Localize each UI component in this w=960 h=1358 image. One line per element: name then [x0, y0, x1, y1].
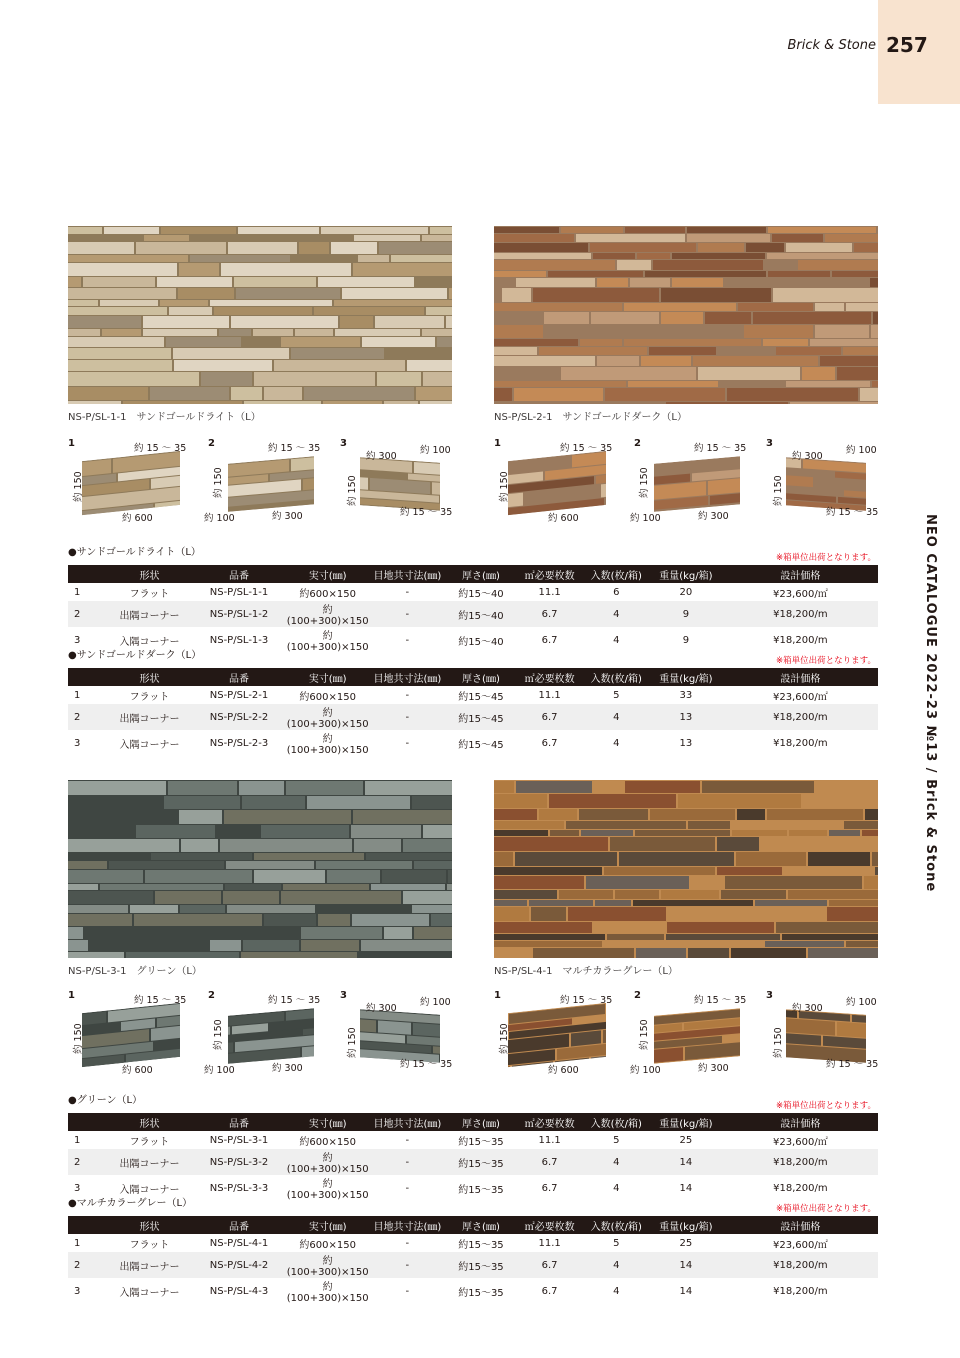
table-cell: ¥23,600/㎡ — [772, 588, 828, 600]
table-cell: 14 — [649, 1149, 723, 1175]
table-cell: 5 — [613, 689, 620, 701]
table-cell: 出隅コーナー — [108, 704, 191, 730]
dimension-label: 約 100 — [846, 997, 877, 1008]
table-cell: 20 — [679, 586, 693, 598]
table-cell: - — [405, 586, 410, 598]
column-header: 品番 — [191, 1113, 286, 1131]
table-cell: 約15～35 — [458, 1136, 504, 1148]
spec-table-header — [68, 1216, 878, 1234]
spec-section-title: ●サンドゴールドダーク（L） — [68, 650, 202, 661]
dimension-label: 約 150 — [73, 1023, 84, 1054]
column-header: 形状 — [108, 668, 191, 686]
table-cell: フラット — [129, 1239, 170, 1251]
table-cell: NS-P/SL-3-3 — [209, 1182, 269, 1194]
spec-section-title: ●サンドゴールドライト（L） — [68, 547, 201, 558]
table-cell: 約15～35 — [458, 1239, 504, 1251]
dimension-label: 約 150 — [639, 467, 650, 498]
table-cell: NS-P/SL-1-2 — [191, 601, 286, 627]
table-cell: 6.7 — [541, 1182, 558, 1194]
column-header: 品番 — [191, 565, 286, 583]
column-header: 厚さ(㎜) — [446, 1216, 516, 1234]
table-cell: ¥18,200/m — [723, 1149, 878, 1175]
table-cell: 4 — [583, 704, 649, 730]
column-header: 厚さ(㎜) — [446, 668, 516, 686]
dimension-label: 約 150 — [499, 471, 510, 502]
variant-number: 1 — [494, 990, 501, 1001]
table-cell: ¥23,600/㎡ — [772, 691, 828, 703]
dimension-label: 約 600 — [122, 1065, 153, 1076]
column-header: 重量(kg/箱) — [649, 1113, 723, 1131]
dimension-label: 約 15 ～ 35 — [134, 995, 187, 1006]
table-cell: 1 — [74, 1237, 81, 1249]
table-cell: 約15～40 — [458, 588, 504, 600]
dimension-label: 約 100 — [846, 445, 877, 456]
table-cell: 1 — [74, 586, 81, 598]
table-cell: 約(100+300)×150 — [287, 601, 369, 627]
table-row — [68, 1234, 878, 1252]
table-cell: 約15～35 — [446, 1252, 516, 1278]
table-cell: 出隅コーナー — [108, 601, 191, 627]
variant-stone-image — [508, 451, 606, 515]
column-header: 設計価格 — [723, 565, 878, 583]
table-cell: - — [369, 704, 447, 730]
table-cell: 13 — [679, 737, 693, 749]
table-cell: 約600×150 — [299, 1239, 356, 1251]
column-header: 厚さ(㎜) — [446, 1113, 516, 1131]
column-header: 目地共寸法(㎜) — [369, 668, 447, 686]
table-cell: NS-P/SL-2-1 — [209, 689, 269, 701]
dimension-label: 約 15 ～ 35 — [694, 443, 747, 454]
table-cell: フラット — [129, 588, 170, 600]
table-cell: 14 — [679, 1182, 693, 1194]
dimension-label: 約 300 — [366, 1003, 397, 1014]
column-header — [68, 1113, 108, 1131]
dimension-label: 約 15 ～ 35 — [560, 443, 613, 454]
table-cell: - — [369, 1252, 447, 1278]
table-cell: 約15～45 — [458, 739, 504, 751]
table-cell: 約15～35 — [446, 1149, 516, 1175]
table-cell: 約15～45 — [458, 691, 504, 703]
shipping-note: ※箱単位出荷となります。 — [776, 656, 876, 666]
spec-table — [68, 1113, 878, 1201]
table-cell: 6 — [613, 586, 620, 598]
table-cell: 約15～35 — [458, 1287, 504, 1299]
table-cell: - — [405, 1182, 410, 1194]
table-cell: NS-P/SL-3-1 — [209, 1134, 269, 1146]
dimension-label: 約 150 — [347, 1027, 358, 1058]
table-cell: ¥18,200/m — [773, 634, 828, 646]
table-cell: 約(100+300)×150 — [287, 704, 369, 730]
table-row — [68, 1149, 878, 1175]
spec-table — [68, 565, 878, 653]
table-cell: 入隅コーナー — [119, 739, 180, 751]
stone-photo — [68, 226, 452, 404]
column-header: 実寸(㎜) — [287, 1216, 369, 1234]
column-header: 重量(kg/箱) — [649, 1216, 723, 1234]
spec-table — [68, 1216, 878, 1304]
dimension-label: 約 150 — [73, 471, 84, 502]
dimension-label: 約 15 ～ 35 — [560, 995, 613, 1006]
table-cell: 入隅コーナー — [119, 1287, 180, 1299]
table-cell: - — [369, 1149, 447, 1175]
column-header: 形状 — [108, 1113, 191, 1131]
table-cell: 1 — [74, 689, 81, 701]
dimension-label: 約 15 ～ 35 — [826, 507, 879, 518]
table-cell: 9 — [682, 634, 690, 646]
table-cell: ¥23,600/㎡ — [772, 1136, 828, 1148]
table-cell: 約(100+300)×150 — [287, 1149, 369, 1175]
table-cell: 入隅コーナー — [119, 1184, 180, 1196]
column-header — [68, 1216, 108, 1234]
dimension-label: 約 100 — [204, 513, 235, 524]
table-cell: - — [369, 601, 447, 627]
table-row — [68, 583, 878, 601]
variant-stone-image — [508, 1003, 606, 1067]
table-row — [68, 730, 878, 756]
dimension-label: 約 150 — [773, 1027, 784, 1058]
column-header: 目地共寸法(㎜) — [369, 1216, 447, 1234]
shipping-note: ※箱単位出荷となります。 — [776, 553, 876, 563]
table-cell: 入隅コーナー — [119, 636, 180, 648]
table-cell: 約(100+300)×150 — [286, 734, 369, 756]
variant-number: 1 — [68, 438, 75, 449]
table-cell: 13 — [649, 704, 723, 730]
table-cell: 4 — [613, 634, 620, 646]
table-cell: - — [405, 1237, 410, 1249]
dimension-label: 約 150 — [499, 1023, 510, 1054]
dimension-label: 約 600 — [548, 513, 579, 524]
column-header: 入数(枚/箱) — [583, 1216, 649, 1234]
variant-number: 3 — [766, 438, 773, 449]
variant-number: 1 — [494, 438, 501, 449]
column-header: 入数(枚/箱) — [583, 565, 649, 583]
column-header: ㎡必要枚数 — [516, 668, 584, 686]
table-cell: フラット — [129, 691, 170, 703]
table-cell: 6.7 — [541, 737, 558, 749]
column-header: 形状 — [108, 565, 191, 583]
table-cell: NS-P/SL-1-1 — [209, 586, 269, 598]
dimension-label: 約 150 — [347, 475, 358, 506]
table-cell: 3 — [74, 737, 81, 749]
dimension-label: 約 300 — [792, 1003, 823, 1014]
table-cell: - — [405, 689, 410, 701]
column-header: 目地共寸法(㎜) — [369, 565, 447, 583]
table-row — [68, 686, 878, 704]
table-cell: ¥18,200/m — [723, 704, 878, 730]
table-cell: 約15～40 — [446, 601, 516, 627]
table-cell: 4 — [613, 737, 620, 749]
stone-photo — [494, 780, 878, 958]
table-cell: 2 — [68, 704, 108, 730]
column-header: ㎡必要枚数 — [516, 1113, 584, 1131]
dimension-label: 約 100 — [420, 445, 451, 456]
table-cell: 6.7 — [541, 1285, 558, 1297]
spec-table-header — [68, 1113, 878, 1131]
table-cell: 11.1 — [538, 689, 561, 701]
table-row — [68, 1252, 878, 1278]
table-cell: 出隅コーナー — [108, 1149, 191, 1175]
table-cell: 約(100+300)×150 — [286, 631, 369, 653]
column-header — [68, 565, 108, 583]
table-cell: 約600×150 — [299, 691, 356, 703]
table-cell: NS-P/SL-4-2 — [191, 1252, 286, 1278]
table-cell: 2 — [68, 1149, 108, 1175]
table-cell: 9 — [649, 601, 723, 627]
table-cell: 約600×150 — [299, 588, 356, 600]
column-header: 設計価格 — [723, 668, 878, 686]
dimension-label: 約 300 — [272, 511, 303, 522]
table-cell: ¥18,200/m — [723, 601, 878, 627]
table-row — [68, 1131, 878, 1149]
column-header: 厚さ(㎜) — [446, 565, 516, 583]
variant-number: 3 — [766, 990, 773, 1001]
dimension-label: 約 150 — [213, 467, 224, 498]
variant-stone-image — [82, 1003, 180, 1067]
shipping-note: ※箱単位出荷となります。 — [776, 1101, 876, 1111]
column-header: ㎡必要枚数 — [516, 565, 584, 583]
dimension-label: 約 15 ～ 35 — [134, 443, 187, 454]
variant-number: 2 — [208, 990, 215, 1001]
variant-number: 2 — [208, 438, 215, 449]
table-cell: 25 — [679, 1237, 693, 1249]
column-header: 目地共寸法(㎜) — [369, 1113, 447, 1131]
table-cell: 6.7 — [541, 634, 558, 646]
dimension-label: 約 300 — [272, 1063, 303, 1074]
table-cell: - — [405, 1134, 410, 1146]
table-row — [68, 601, 878, 627]
table-cell: NS-P/SL-3-2 — [191, 1149, 286, 1175]
column-header: 実寸(㎜) — [287, 565, 369, 583]
table-cell: 6.7 — [516, 601, 584, 627]
variant-stone-image — [360, 1009, 440, 1063]
table-cell: 3 — [74, 634, 81, 646]
dimension-label: 約 150 — [639, 1019, 650, 1050]
variant-number: 2 — [634, 438, 641, 449]
table-cell: - — [405, 634, 410, 646]
table-cell: 約15～45 — [446, 704, 516, 730]
stone-photo — [68, 780, 452, 958]
page-number: 257 — [886, 33, 928, 57]
variant-stone-image — [360, 457, 440, 511]
column-header: 設計価格 — [723, 1113, 878, 1131]
table-cell: 6.7 — [516, 704, 584, 730]
dimension-label: 約 300 — [698, 1063, 729, 1074]
table-cell: 4 — [583, 1149, 649, 1175]
column-header: 品番 — [191, 1216, 286, 1234]
table-cell: ¥18,200/m — [773, 1182, 828, 1194]
variant-number: 3 — [340, 990, 347, 1001]
dimension-label: 約 15 ～ 35 — [268, 995, 321, 1006]
table-cell: - — [405, 1285, 410, 1297]
table-cell: 11.1 — [538, 586, 561, 598]
spec-table — [68, 668, 878, 756]
column-header: 重量(kg/箱) — [649, 565, 723, 583]
table-cell: 約(100+300)×150 — [287, 1252, 369, 1278]
table-cell: ¥18,200/m — [773, 1285, 828, 1297]
column-header: 設計価格 — [723, 1216, 878, 1234]
table-cell: 14 — [679, 1285, 693, 1297]
dimension-label: 約 15 ～ 35 — [826, 1059, 879, 1070]
table-cell: 25 — [679, 1134, 693, 1146]
spec-table-header — [68, 668, 878, 686]
dimension-label: 約 15 ～ 35 — [694, 995, 747, 1006]
table-cell: 4 — [613, 1182, 620, 1194]
table-cell: 14 — [649, 1252, 723, 1278]
dimension-label: 約 300 — [366, 451, 397, 462]
column-header: 実寸(㎜) — [287, 668, 369, 686]
variant-stone-image — [786, 457, 866, 511]
table-cell: 約600×150 — [299, 1136, 356, 1148]
table-cell: 約15～35 — [458, 1184, 504, 1196]
dimension-label: 約 100 — [630, 513, 661, 524]
dimension-label: 約 100 — [630, 1065, 661, 1076]
table-cell: 約15～40 — [458, 636, 504, 648]
dimension-label: 約 150 — [213, 1019, 224, 1050]
dimension-label: 約 15 ～ 35 — [400, 507, 453, 518]
table-cell: 11.1 — [538, 1237, 561, 1249]
photo-caption: NS-P/SL-3-1 グリーン（L） — [68, 966, 202, 977]
dimension-label: 約 600 — [548, 1065, 579, 1076]
dimension-label: 約 100 — [204, 1065, 235, 1076]
column-header: 入数(枚/箱) — [583, 1113, 649, 1131]
table-cell: NS-P/SL-4-3 — [209, 1285, 269, 1297]
table-cell: フラット — [129, 1136, 170, 1148]
variant-number: 2 — [634, 990, 641, 1001]
table-cell: 1 — [74, 1134, 81, 1146]
variant-stone-image — [786, 1009, 866, 1063]
shipping-note: ※箱単位出荷となります。 — [776, 1204, 876, 1214]
dimension-label: 約 15 ～ 35 — [268, 443, 321, 454]
table-cell: 出隅コーナー — [108, 1252, 191, 1278]
variant-stone-image — [228, 1008, 314, 1064]
photo-caption: NS-P/SL-4-1 マルチカラーグレー（L） — [494, 966, 678, 977]
spec-table-header — [68, 565, 878, 583]
variant-stone-image — [82, 451, 180, 515]
table-cell: 3 — [74, 1182, 81, 1194]
table-cell: NS-P/SL-2-3 — [209, 737, 269, 749]
column-header: 入数(枚/箱) — [583, 668, 649, 686]
column-header: 実寸(㎜) — [287, 1113, 369, 1131]
table-cell: ¥18,200/m — [723, 1252, 878, 1278]
side-catalogue-label: NEO CATALOGUE 2022-23 №13 / Brick & Stone — [923, 514, 938, 893]
table-cell: 4 — [613, 1285, 620, 1297]
variant-stone-image — [654, 1008, 740, 1064]
column-header: 品番 — [191, 668, 286, 686]
variant-number: 1 — [68, 990, 75, 1001]
table-cell: 3 — [74, 1285, 81, 1297]
table-cell: NS-P/SL-1-3 — [209, 634, 269, 646]
dimension-label: 約 15 ～ 35 — [400, 1059, 453, 1070]
table-cell: 約(100+300)×150 — [286, 1179, 369, 1201]
table-cell: 6.7 — [516, 1252, 584, 1278]
dimension-label: 約 300 — [792, 451, 823, 462]
spec-section-title: ●マルチカラーグレー（L） — [68, 1198, 193, 1209]
table-cell: 5 — [613, 1237, 620, 1249]
header-section-title: Brick & Stone — [787, 38, 876, 53]
table-cell: NS-P/SL-4-1 — [209, 1237, 269, 1249]
column-header: 重量(kg/箱) — [649, 668, 723, 686]
table-cell: 33 — [679, 689, 693, 701]
table-cell: 11.1 — [538, 1134, 561, 1146]
table-cell: NS-P/SL-2-2 — [191, 704, 286, 730]
stone-photo — [494, 226, 878, 404]
column-header: ㎡必要枚数 — [516, 1216, 584, 1234]
table-row — [68, 1278, 878, 1304]
table-row — [68, 704, 878, 730]
photo-caption: NS-P/SL-1-1 サンドゴールドライト（L） — [68, 412, 261, 423]
table-cell: 2 — [68, 1252, 108, 1278]
dimension-label: 約 300 — [698, 511, 729, 522]
variant-stone-image — [228, 456, 314, 512]
photo-caption: NS-P/SL-2-1 サンドゴールドダーク（L） — [494, 412, 687, 423]
table-cell: 4 — [583, 1252, 649, 1278]
table-cell: 6.7 — [516, 1149, 584, 1175]
column-header: 形状 — [108, 1216, 191, 1234]
table-cell: 約(100+300)×150 — [286, 1282, 369, 1304]
dimension-label: 約 150 — [773, 475, 784, 506]
table-cell: 4 — [583, 601, 649, 627]
table-cell: 2 — [68, 601, 108, 627]
variant-stone-image — [654, 456, 740, 512]
dimension-label: 約 100 — [420, 997, 451, 1008]
table-cell: ¥18,200/m — [773, 737, 828, 749]
table-cell: ¥23,600/㎡ — [772, 1239, 828, 1251]
table-cell: 5 — [613, 1134, 620, 1146]
table-cell: - — [405, 737, 410, 749]
column-header — [68, 668, 108, 686]
variant-number: 3 — [340, 438, 347, 449]
dimension-label: 約 600 — [122, 513, 153, 524]
spec-section-title: ●グリーン（L） — [68, 1095, 143, 1106]
